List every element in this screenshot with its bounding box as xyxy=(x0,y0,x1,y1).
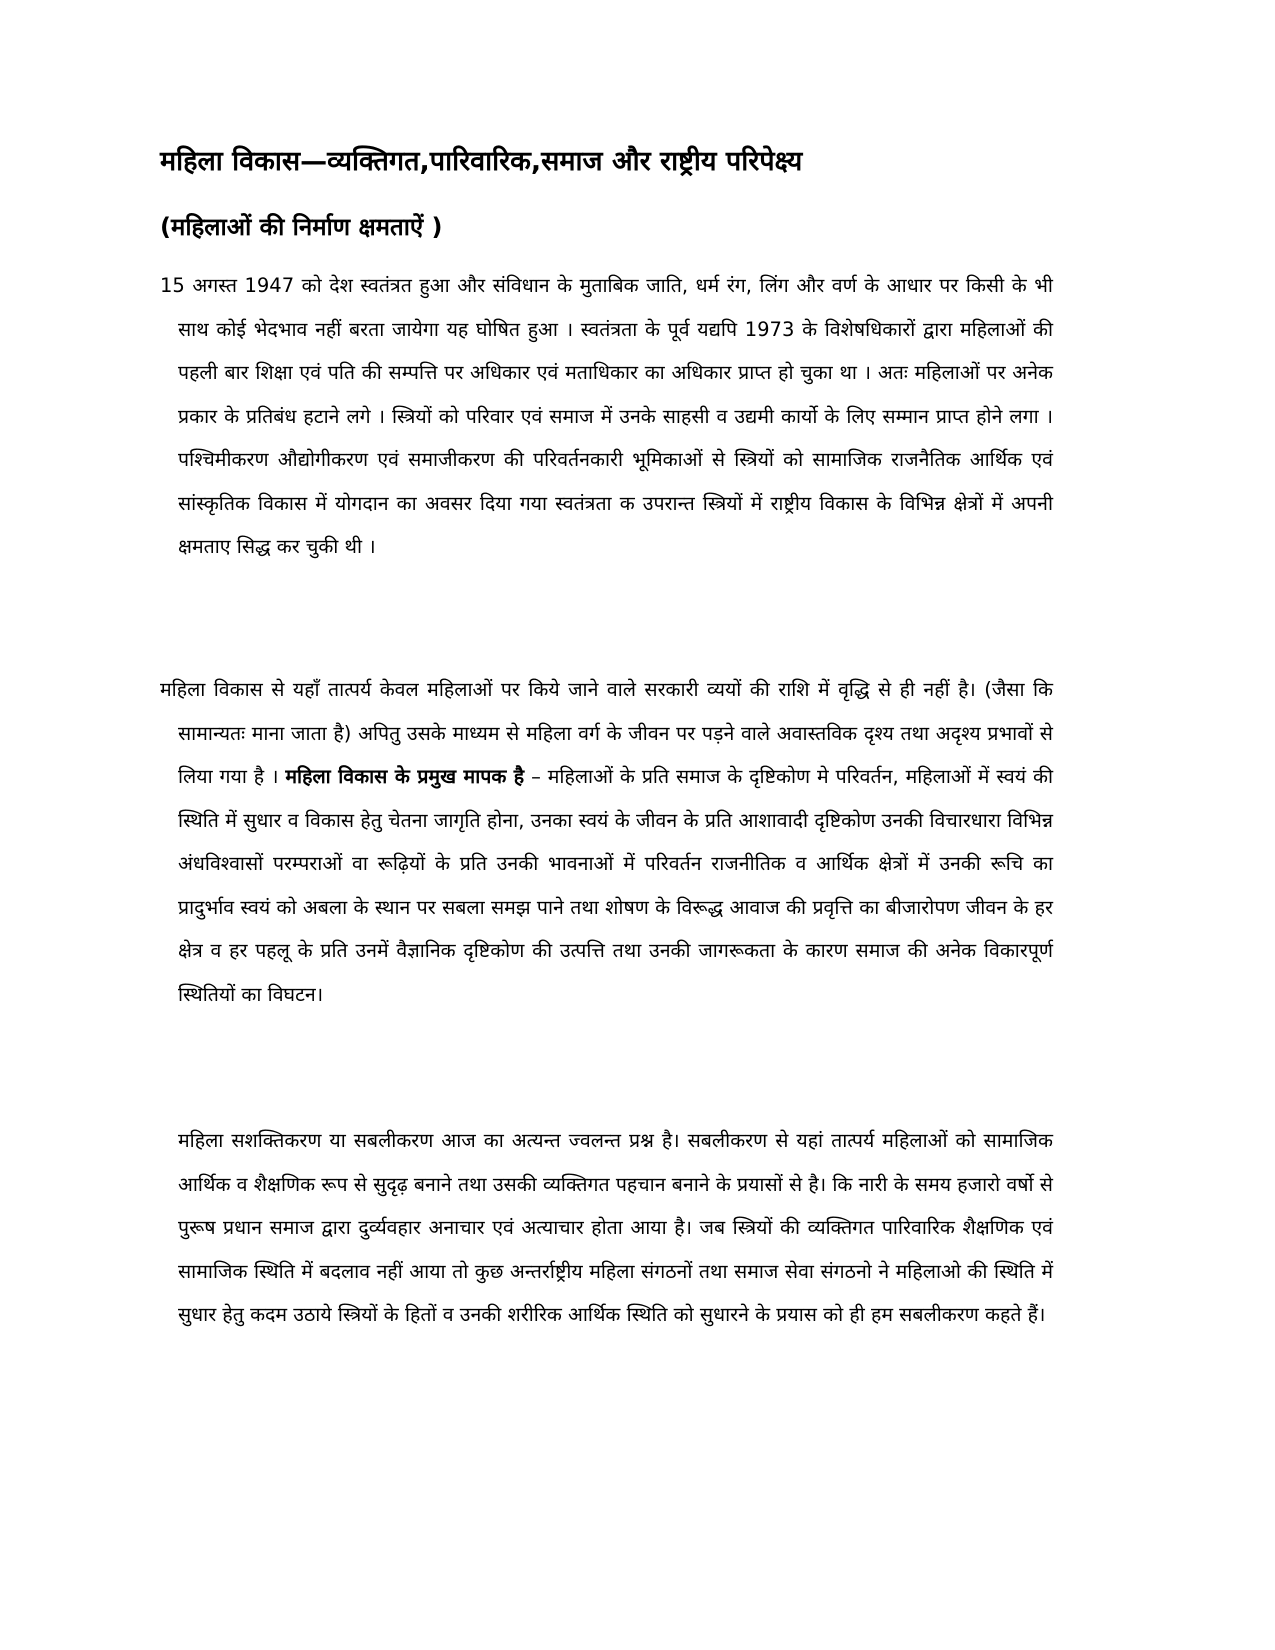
paragraph-1: 15 अगस्त 1947 को देश स्वतंत्रत हुआ और संविधान के मुताबिक जाति, धर्म रंग, लिंग और वर्ण के आधार पर किसी के भी साथ कोई भेदभाव नहीं बरता जायेगा यह घोषित हुआ । स्वतंत्रता के पूर्व यद्यपि 1973 के विशेषधिकारों द्वारा महिलाओं की पहली बार शिक्षा एवं पति की सम्पत्ति पर अधिकार एवं मताधिकार का अधिकार प्राप्त हो चुका था । अतः महिलाओं पर अनेक प्रकार के प्रतिबंध हटाने लगे । स्त्रियों को परिवार एवं समाज में उनके साहसी व उद्यमी कार्यो के लिए सम्मान प्राप्त होने लगा । पश्चिमीकरण औद्योगीकरण एवं समाजीकरण की परिवर्तनकारी भूमिकाओं से स्त्रियों को सामाजिक राजनैतिक आर्थिक एवं सांस्कृतिक विकास में योगदान का अवसर दिया गया स्वतंत्रता क उपरान्त स्त्रियों में राष्ट्रीय विकास के विभिन्न क्षेत्रों में अपनी क्षमताए सिद्ध कर चुकी थी । xyxy=(160,274,1053,558)
document-subtitle: (महिलाओं की निर्माण क्षमताऐं ) xyxy=(160,213,443,241)
paragraph-3: महिला सशक्तिकरण या सबलीकरण आज का अत्यन्त ज्वलन्त प्रश्न है। सबलीकरण से यहां तात्पर्य महिलाओं को सामाजिक आर्थिक व शैक्षणिक रूप से सुदृढ़ बनाने तथा उसकी व्यक्तिगत पहचान बनाने के प्रयासों से है। कि नारी के समय हजारो वर्षो से पुरूष प्रधान समाज द्वारा दुर्व्यवहार अनाचार एवं अत्याचार होता आया है। जब स्त्रियों की व्यक्तिगत पारिवारिक शैक्षणिक एवं सामाजिक स्थिति में बदलाव नहीं आया तो कुछ अन्तर्राष्ट्रीय महिला संगठनों तथा समाज सेवा संगठनो ने महिलाओ की स्थिति में सुधार हेतु कदम उठाये स्त्रियों के हितों व उनकी शरीरिक आर्थिक स्थिति को सुधारने के प्रयास को ही हम सबलीकरण कहते हैं। xyxy=(178,1129,1053,1326)
paragraph-2 xyxy=(160,668,1053,1016)
paragraph-2-text-before: महिला विकास से यहाँ तात्पर्य केवल महिलाओं पर किये जाने वाले सरकारी व्ययों की राशि में वृद्धि से ही नहीं है। (जैसा कि सामान्यतः माना जाता है) अपितु उसके माध्यम से महिला वर्ग के जीवन पर पड़ने वाले अवास्तविक दृश्य तथा अदृश्य प्रभावों से लिया गया है । xyxy=(160,678,1053,788)
paragraph-2-bold-phrase: महिला विकास के प्रमुख मापक है xyxy=(285,765,525,788)
paragraph-2-text-after: – महिलाओं के प्रति समाज के दृष्टिकोण मे परिवर्तन, महिलाओं में स्वयं की स्थिति में सुधार व विकास हेतु चेतना जागृति होना, उनका स्वयं के जीवन के प्रति आशावादी दृष्टिकोण उनकी विचारधारा विभिन्न अंधविश्वासों परम्पराओं वा रूढ़ियों के प्रति उनकी भावनाओं में परिवर्तन राजनीतिक व आर्थिक क्षेत्रों में उनकी रूचि का प्रादुर्भाव स्वयं को अबला के स्थान पर सबला समझ पाने तथा शोषण के विरूद्ध आवाज की प्रवृत्ति का बीजारोपण जीवन के हर क्षेत्र व हर पहलू के प्रति उनमें वैज्ञानिक दृष्टिकोण की उत्पत्ति तथा उनकी जागरूकता के कारण समाज की अनेक विकारपूर्ण स्थितियों का विघटन। xyxy=(178,765,1054,1006)
document-title: महिला विकास—व्यक्तिगत,पारिवारिक,समाज और राष्ट्रीय परिपेक्ष्य xyxy=(160,146,803,177)
